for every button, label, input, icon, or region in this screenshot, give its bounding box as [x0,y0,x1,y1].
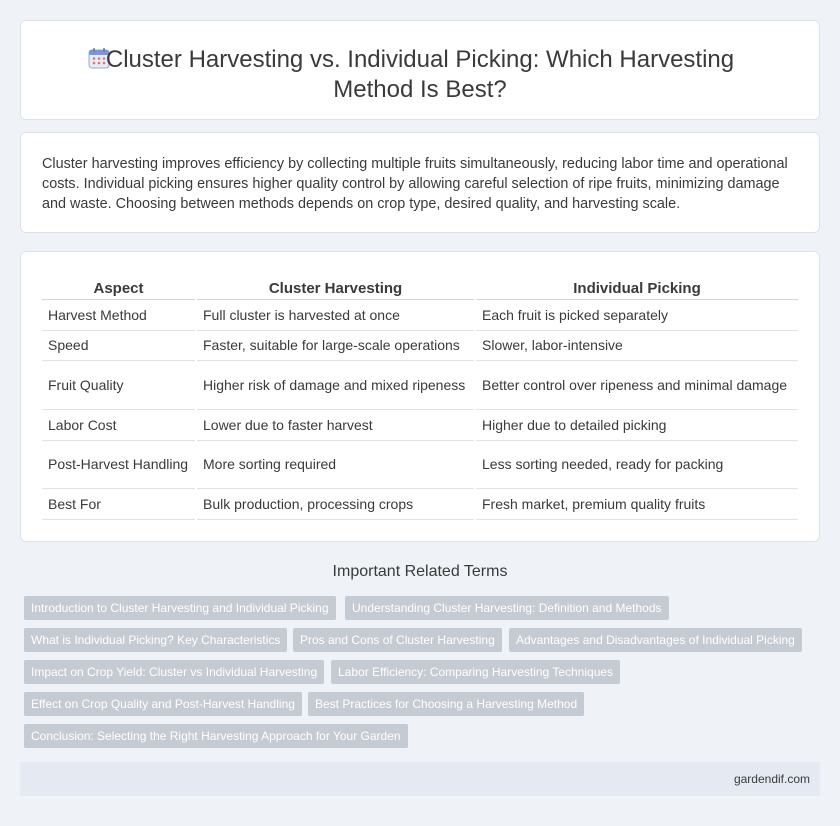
intro-paragraph: Cluster harvesting improves efficiency by collecting multiple fruits simultaneously, reducing labor time and operational costs. Individual picking ensures higher quality control by allowing careful selection of ripe fruits, minimizing damage and waste. Choosing between methods depends on crop type, desired quality, and harvesting scale. [42,156,788,212]
table-cell-cluster: Full cluster is harvested at once [196,299,475,330]
page-title: Cluster Harvesting vs. Individual Picking: Which Harvesting Method Is Best? [105,46,735,103]
comparison-table-card [20,251,820,542]
related-term-tag[interactable]: Understanding Cluster Harvesting: Definition and Methods [345,596,669,620]
footer [20,762,820,796]
table-cell-cluster: Faster, suitable for large-scale operations [196,330,475,360]
table-cell-cluster: More sorting required [196,440,475,488]
table-header-row [42,275,798,299]
column-header-aspect: Aspect [42,275,196,299]
table-cell-aspect: Best For [42,488,196,519]
related-terms-heading: Important Related Terms [332,563,508,580]
related-term-tag[interactable]: Best Practices for Choosing a Harvesting Method [308,692,584,716]
table-cell-aspect: Speed [42,330,196,360]
table-cell-aspect: Fruit Quality [42,360,196,409]
table-row [42,299,798,330]
table-row [42,488,798,519]
table-row [42,409,798,440]
comparison-table [42,275,798,520]
related-term-tag[interactable]: Impact on Crop Yield: Cluster vs Individual Harvesting [24,660,324,684]
table-cell-cluster: Bulk production, processing crops [196,488,475,519]
related-term-tag[interactable]: Effect on Crop Quality and Post-Harvest Handling [24,692,302,716]
related-term-tag[interactable]: Labor Efficiency: Comparing Harvesting Techniques [331,660,620,684]
table-cell-individual: Higher due to detailed picking [475,409,798,440]
column-header-individual: Individual Picking [475,275,798,299]
table-cell-individual: Better control over ripeness and minimal damage [475,360,798,409]
related-term-tag[interactable]: Pros and Cons of Cluster Harvesting [293,628,502,652]
related-term-tag[interactable]: Conclusion: Selecting the Right Harvesting Approach for Your Garden [24,724,408,748]
table-cell-aspect: Post-Harvest Handling [42,440,196,488]
table-cell-individual: Fresh market, premium quality fruits [475,488,798,519]
related-term-tag[interactable]: Advantages and Disadvantages of Individual Picking [509,628,802,652]
related-term-tag[interactable]: What is Individual Picking? Key Characteristics [24,628,287,652]
table-cell-individual: Each fruit is picked separately [475,299,798,330]
table-cell-aspect: Labor Cost [42,409,196,440]
table-row [42,440,798,488]
table-cell-individual: Less sorting needed, ready for packing [475,440,798,488]
intro-card [20,132,820,233]
table-row [42,360,798,409]
table-cell-individual: Slower, labor-intensive [475,330,798,360]
table-row [42,330,798,360]
related-term-tag[interactable]: Introduction to Cluster Harvesting and Individual Picking [24,596,336,620]
header-card [20,20,820,120]
site-link[interactable]: gardendif.com [733,772,810,786]
table-cell-aspect: Harvest Method [42,299,196,330]
table-cell-cluster: Lower due to faster harvest [196,409,475,440]
table-cell-cluster: Higher risk of damage and mixed ripeness [196,360,475,409]
column-header-cluster: Cluster Harvesting [196,275,475,299]
